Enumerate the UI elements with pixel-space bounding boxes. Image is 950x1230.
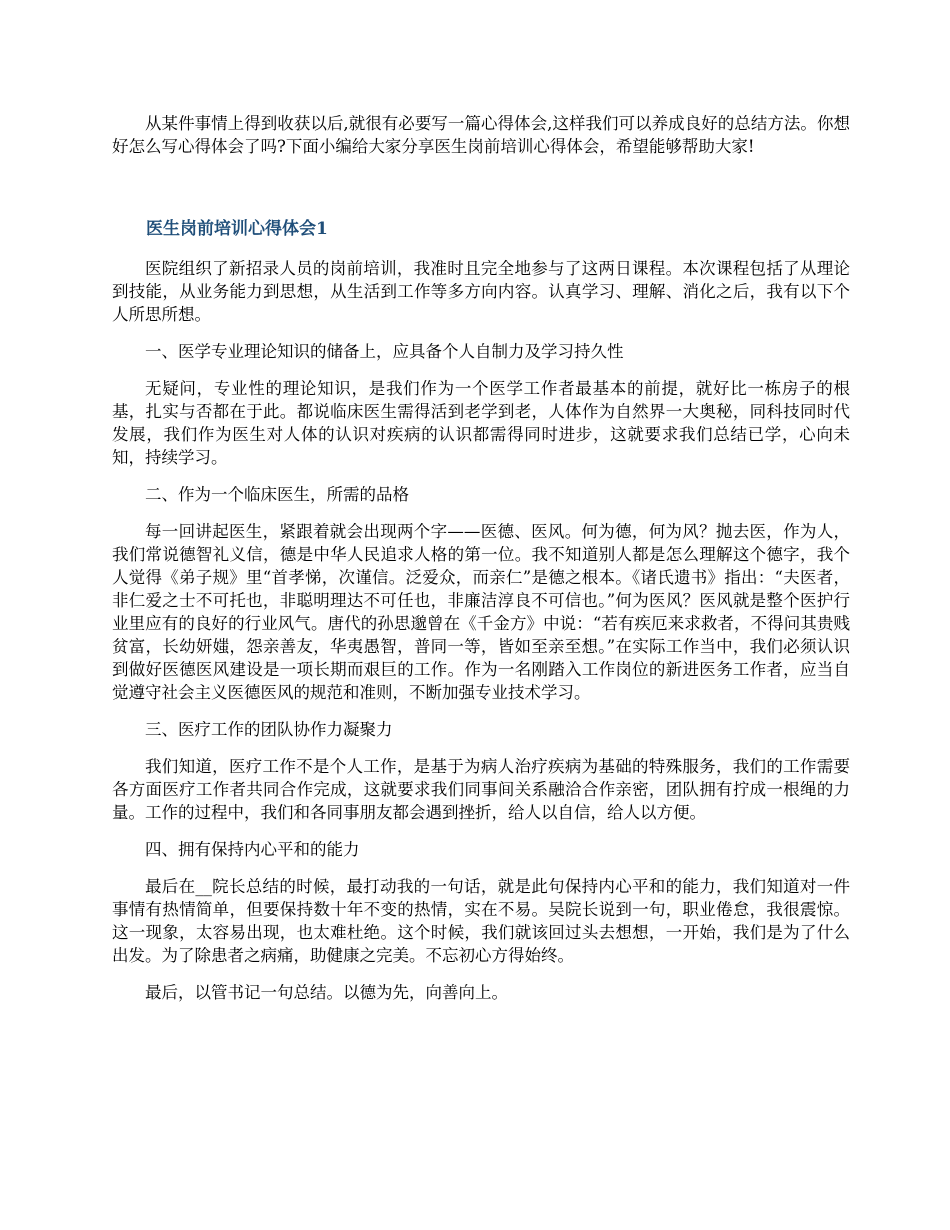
section-title: 医生岗前培训心得体会1 xyxy=(146,219,328,239)
intro-paragraph: 从某件事情上得到收获以后,就很有必要写一篇心得体会,这样我们可以养成良好的总结方法。你想好怎么写心得体会了吗?下面小编给大家分享医生岗前培训心得体会，希望能够帮助大家! xyxy=(112,114,850,156)
subheading-3: 三、医疗工作的团队协作力凝聚力 xyxy=(145,720,393,739)
subheading-4: 四、拥有保持内心平和的能力 xyxy=(145,840,360,859)
body-paragraph: 无疑问，专业性的理论知识，是我们作为一个医学工作者最基本的前提，就好比一栋房子的根基，扎实与否都在于此。都说临床医生需得活到老学到老，人体作为自然界一大奥秘，同科技同时代发展，我们作为医生对人体的认识对疾病的认识都需得同时进步，这就要求我们总结已学，心向未知，持续学习。 xyxy=(112,379,850,467)
body-paragraph: 医院组织了新招录人员的岗前培训，我准时且完全地参与了这两日课程。本次课程包括了从理论到技能，从业务能力到思想，从生活到工作等多方向内容。认真学习、理解、消化之后，我有以下个人所思所想。 xyxy=(112,259,850,324)
body-paragraph: 最后在__院长总结的时候，最打动我的一句话，就是此句保持内心平和的能力，我们知道对一件事情有热情简单，但要保持数十年不变的热情，实在不易。吴院长说到一句，职业倦怠，我很震惊。这一现象，太容易出现，也太难杜绝。这个时候，我们就该回过头去想想，一开始，我们是为了什么出发。为了除患者之病痛，助健康之完美。不忘初心方得始终。 xyxy=(112,877,850,965)
body-paragraph: 我们知道，医疗工作不是个人工作，是基于为病人治疗疾病为基础的特殊服务，我们的工作需要各方面医疗工作者共同合作完成，这就要求我们同事间关系融洽合作亲密，团队拥有拧成一根绳的力量。工作的过程中，我们和各同事朋友都会遇到挫折，给人以自信，给人以方便。 xyxy=(112,757,850,822)
body-paragraph: 每一回讲起医生，紧跟着就会出现两个字——医德、医风。何为德，何为风？抛去医，作为人，我们常说德智礼义信，德是中华人民追求人格的第一位。我不知道别人都是怎么理解这个德字，我个人觉得《弟子规》里“首孝悌，次谨信。泛爱众，而亲仁”是德之根本。《诸氏遗书》指出：“夫医者，非仁爱之士不可托也，非聪明理达不可任也，非廉洁淳良不可信也。”何为医风？医风就是整个医护行业里应有的良好的行业风气。唐代的孙思邈曾在《千金方》中说：“若有疾厄来求救者，不得问其贵贱贫富，长幼妍媸，怨亲善友，华夷愚智，普同一等，皆如至亲至想。”在实际工作当中，我们必须认识到做好医德医风建设是一项长期而艰巨的工作。作为一名刚踏入工作岗位的新进医务工作者，应当自觉遵守社会主义医德医风的规范和准则，不断加强专业技术学习。 xyxy=(112,522,850,702)
document-page xyxy=(112,112,850,1018)
closing-paragraph: 最后，以管书记一句总结。以德为先，向善向上。 xyxy=(145,983,508,1002)
subheading-1: 一、医学专业理论知识的储备上，应具备个人自制力及学习持久性 xyxy=(145,342,624,361)
subheading-2: 二、作为一个临床医生，所需的品格 xyxy=(145,485,409,504)
